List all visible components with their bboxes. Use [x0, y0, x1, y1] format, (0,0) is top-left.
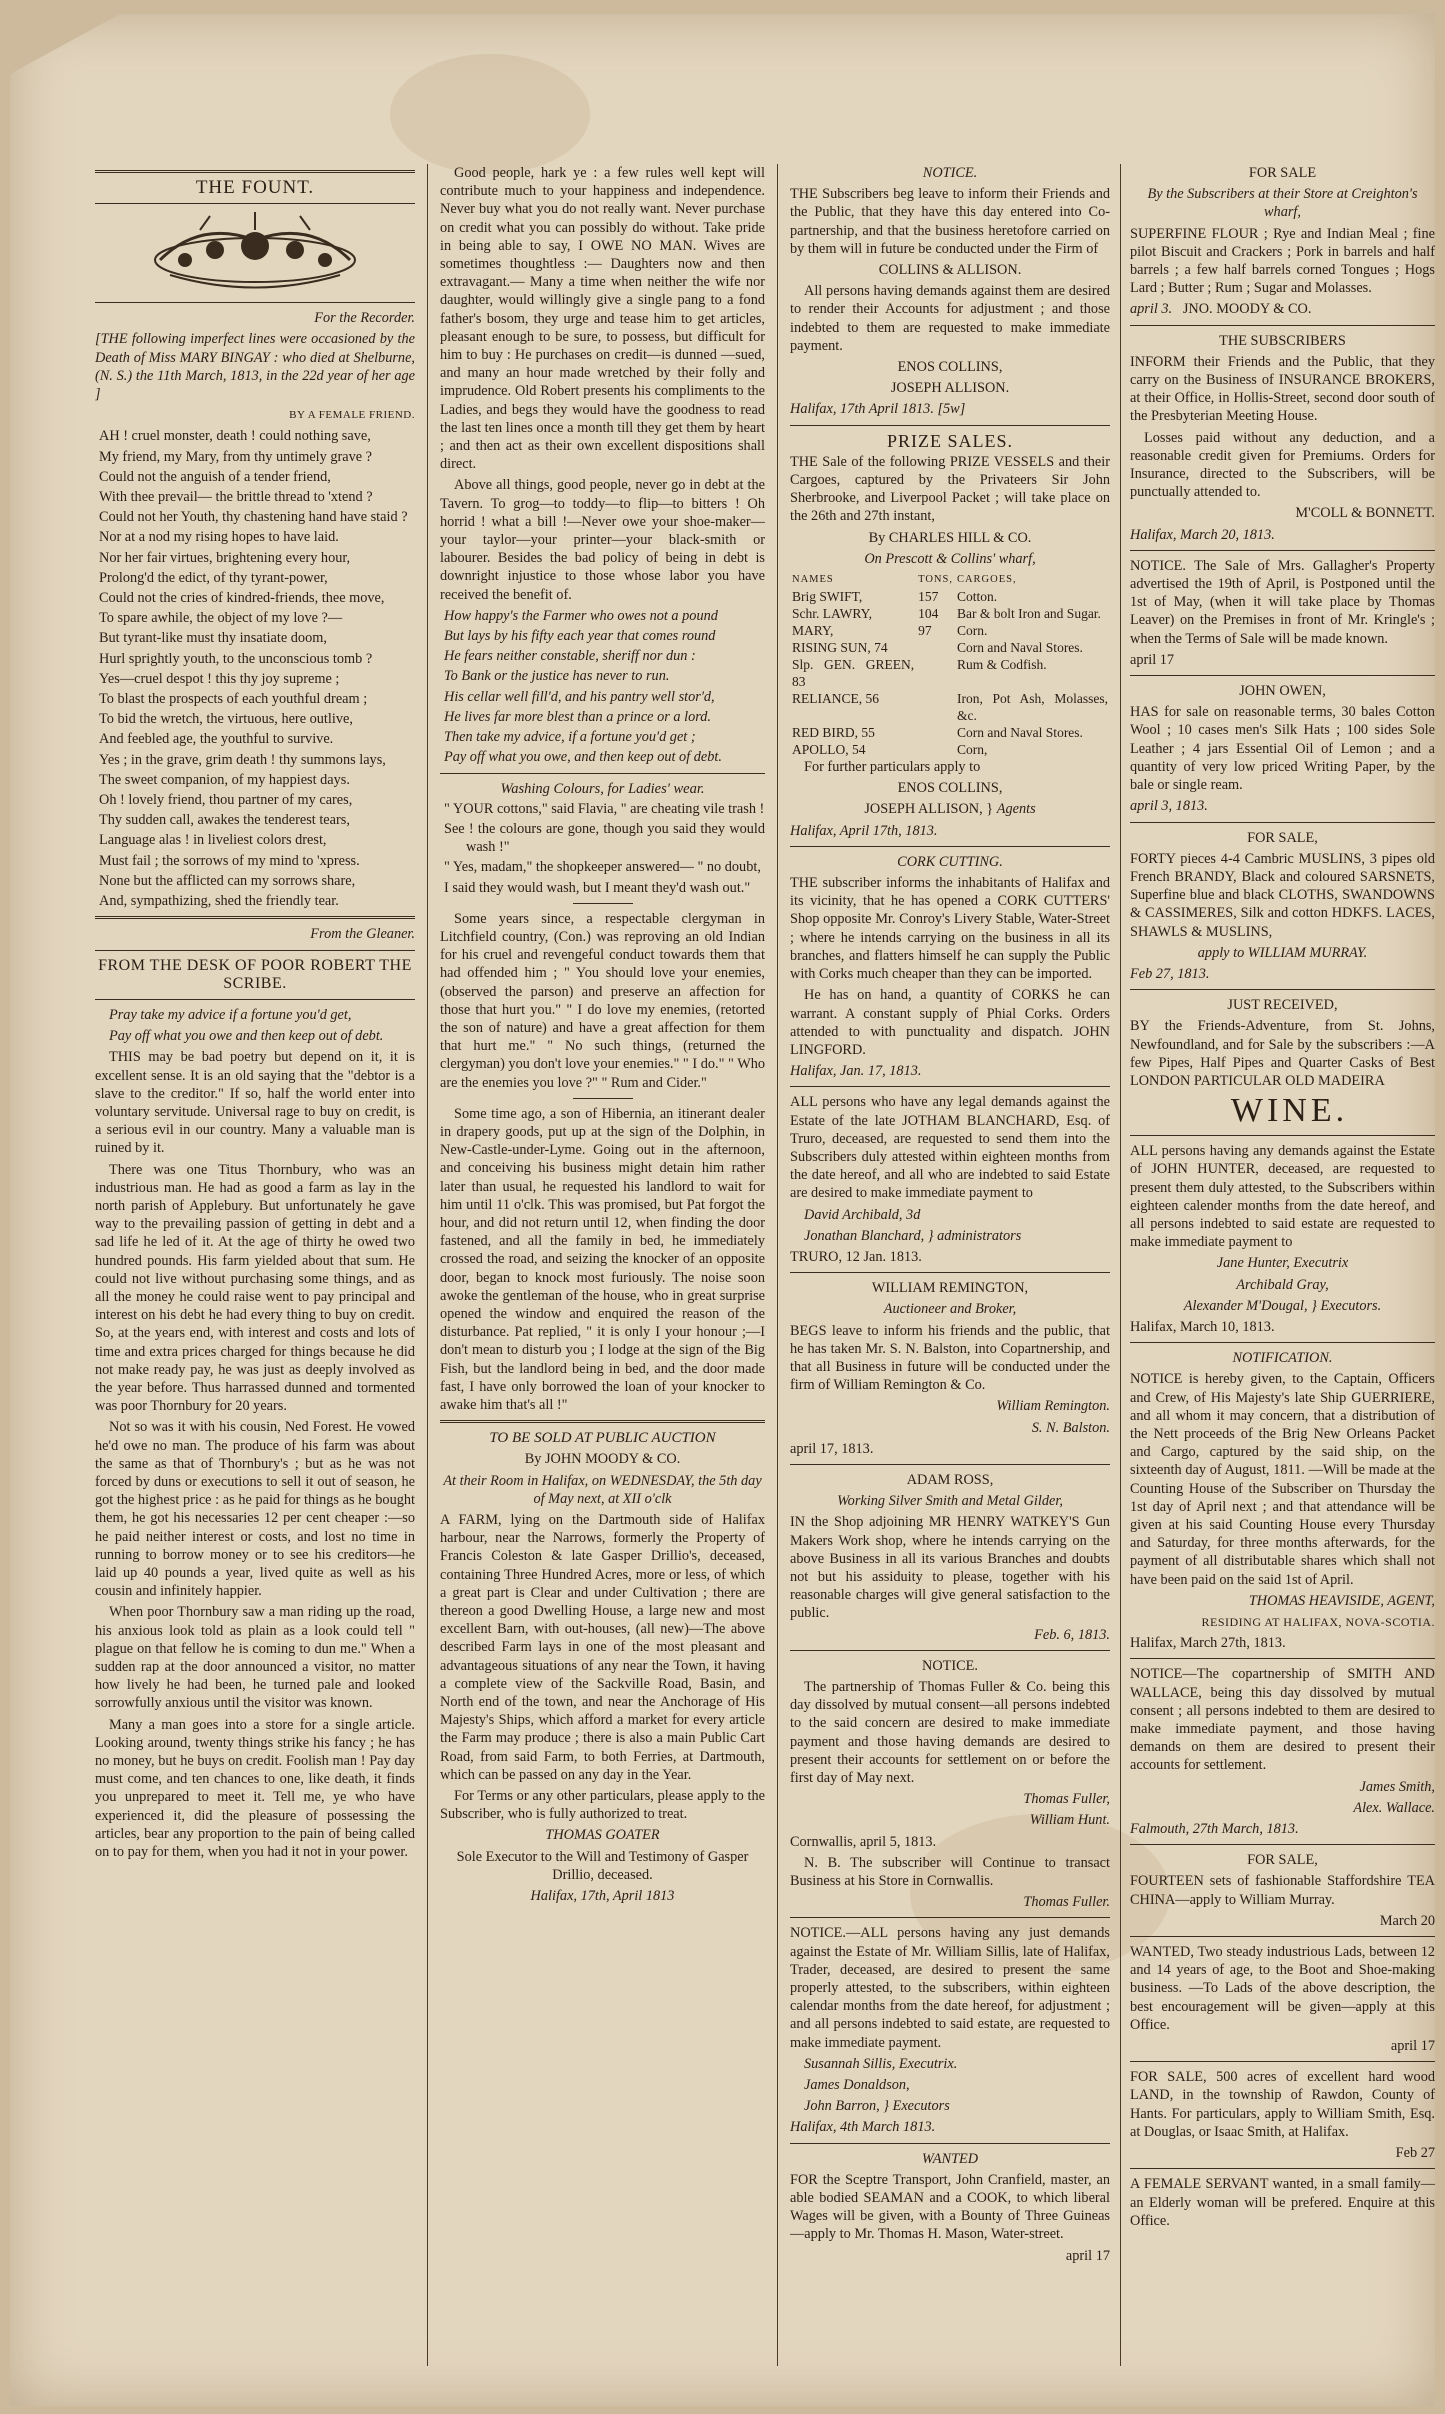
rule	[1130, 822, 1435, 823]
murray-body: FORTY pieces 4-4 Cambric MUSLINS, 3 pipes old French BRANDY, Black and coloured SARSNETS, Superfine blue and black CLOTHS, SWANDOWNS & CASSIMERES, Silk and cotton HDKFS. LACES, SHAWLS & MUSLINS,	[1130, 850, 1435, 940]
auction-when: At their Room in Halifax, on WEDNESDAY, the 5th day of May next, at XII o'clk	[443, 1472, 762, 1507]
rule	[790, 2143, 1110, 2144]
torn-corner	[10, 14, 120, 74]
notice-firm: COLLINS & ALLISON.	[878, 262, 1022, 279]
ross-subtitle: Working Silver Smith and Metal Gilder,	[837, 1493, 1063, 1510]
ross-title: ADAM ROSS,	[906, 1471, 994, 1488]
poem-line: Could not the anguish of a tender friend,	[99, 468, 331, 485]
blanchard-body: ALL persons who have any legal demands against the Estate of the late JOTHAM BLANCHARD, Esq. of Truro, deceased, are requested to send them into the Subscribers duly attested within eighteen months from the date hereof, and all who are indebted to said Estate are desired to make immediate payment to	[790, 1094, 1110, 1202]
auction-sign: THOMAS GOATER	[545, 1827, 660, 1844]
poem-line: But tyrant-like must thy insatiate doom,	[99, 630, 327, 647]
signature: RESIDING AT HALIFAX, NOVA-SCOTIA.	[1201, 1615, 1435, 1630]
signature: Thomas Fuller.	[1023, 1894, 1110, 1911]
vessel-name: MARY,	[792, 623, 834, 639]
table-row	[790, 639, 1110, 656]
owen-date: april 3, 1813.	[1130, 798, 1208, 815]
auction-title: TO BE SOLD AT PUBLIC AUCTION	[489, 1430, 716, 1447]
murray-apply: apply to WILLIAM MURRAY.	[1197, 944, 1368, 961]
poem-line: The sweet companion, of my happiest days.	[99, 771, 350, 788]
blanchard-date: TRURO, 12 Jan. 1813.	[790, 1248, 922, 1265]
article-paragraph: There was one Titus Thornbury, who was an industrious man. He had as good a farm as lay in the north parish of Applebury. But unfortunately he gave way to the prevailing passion of getting in debt and a sad life he led of it. At the age of thirty he owed two hundred pounds. His farm yielded about that sum. He could not live without purchasing some things, and as all the money he could raise went to pay principal and interest on his debt he had every thing to buy on credit. So, at the years end, with interest and costs and lots of time and extra prices charged for things because he did not make ready pay, he was just as deeply involved as the year before. Thus harrassed dunned and tormented was poor Thornbury for 20 years.	[95, 1161, 415, 1415]
short-rule	[573, 903, 633, 904]
rule	[790, 1650, 1110, 1651]
poem-line: AH ! cruel monster, death ! could nothing save,	[99, 428, 371, 445]
vessel-cargo: Rum & Codfish.	[956, 657, 1047, 673]
rule	[1130, 675, 1435, 676]
rule	[790, 846, 1110, 847]
insurance-date: Halifax, March 20, 1813.	[1130, 526, 1275, 543]
rule	[790, 1086, 1110, 1087]
signature-name: JOSEPH ALLISON,	[864, 801, 983, 818]
desk-title: FROM THE DESK OF POOR ROBERT THE SCRIBE.	[98, 956, 412, 992]
cork-body: He has on hand, a quantity of CORKS he can warrant. A constant supply of Phial Corks. Orders attended to with punctuality and dispatch. JOHN LINGFORD.	[790, 987, 1110, 1058]
notice-date: Halifax, 17th April 1813. [5w]	[790, 401, 966, 418]
signature: S. N. Balston.	[1031, 1419, 1110, 1436]
wanted-date: april 17	[1065, 2247, 1110, 2264]
rule	[95, 302, 415, 303]
auction-body: A FARM, lying on the Dartmouth side of Halifax harbour, near the Narrows, formerly the Property of Francis Coleston & late Gasper Drillio's, deceased, containing Three Hundred Acres, more or less, of which a great part is Clear and under Cultivation ; there are thereon a good Dwelling House, a large new and most excellent Barn, with out-houses, (all new)—The above described Farm lays in one of the most pleasant and advantageous situations of any near the Town, it having a complete view of the Sackville Road, Basin, and North end of the town, and near the Anchorage of His Majesty's Ships, which afford a market for every article the Farm may produce ; there is also a main Public Cart Road, from said Farm, to both Ferries, at Dartmouth, which can be passed on any day in the Year.	[440, 1512, 765, 1783]
rule	[1130, 2061, 1435, 2062]
signature-name: John Barron,	[804, 2098, 880, 2115]
remington-body: BEGS leave to inform his friends and the public, that he has taken Mr. S. N. Balston, into Copartnership, and that all Business in future will be conducted under the firm of William Remington & Co.	[790, 1322, 1110, 1394]
fuller-body: The partnership of Thomas Fuller & Co. being this day dissolved by mutual consent—all persons indebted to the said concern are desired to make immediate payment and those having demands are desired to present their accounts for settlement on or before the first day of May next.	[790, 1679, 1110, 1787]
forsale-body: SUPERFINE FLOUR ; Rye and Indian Meal ; fine pilot Biscuit and Crackers ; Pork in barrels and half barrels ; a few half barrels corned Tongues ; Hogs Lard ; Butter ; Rum ; Sugar and Molasses.	[1130, 225, 1435, 297]
motto-line: Pray take my advice if a fortune you'd get,	[109, 1006, 352, 1023]
prize-date: Halifax, April 17th, 1813.	[790, 822, 938, 839]
double-rule	[440, 1420, 765, 1423]
signature-role: Executors	[892, 2098, 950, 2115]
rule	[790, 425, 1110, 426]
auction-date: Halifax, 17th, April 1813	[530, 1888, 675, 1905]
table-row	[790, 724, 1110, 741]
article-paragraph: THIS may be bad poetry but depend on it, it is excellent sense. It is an old saying that the "debtor is a slave to the creditor." If so, half the world enter into voluntary servitude. Universal rage to buy on credit, is a serious evil in our country. Many a valuable man is ruined by it.	[95, 1049, 415, 1157]
guerriere-date: Halifax, March 27th, 1813.	[1130, 1635, 1286, 1652]
signature: JOSEPH ALLISON.	[890, 380, 1010, 397]
signature: Jonathan Blanchard, } administrators	[804, 1227, 1022, 1244]
paper-stain	[390, 54, 590, 174]
poem-line: Must fail ; the sorrows of my mind to 'xpress.	[99, 852, 360, 869]
signature: JNO. MOODY & CO.	[1182, 301, 1312, 318]
motto-line: Pay off what you owe and then keep out of debt.	[109, 1028, 384, 1045]
article-paragraph: Not so was it with his cousin, Ned Forest. He vowed he'd owe no man. The produce of his farm was about the same as that of Thornbury's ; but as he was not forced by duns or executions to sell it out of season, he got the highest price : as he paid for things as he bought them, he got his necessaries 12 per cent cheaper :—so he paid neither interest or costs, and lost no time in running to borrow money or to see his creditors—he laid up 40 pounds a year, lived quite as well as his cousin and infinitely happier.	[95, 1419, 415, 1600]
signature: M'COLL & BONNETT.	[1295, 505, 1435, 522]
column-rule	[1120, 164, 1121, 2366]
rule	[440, 773, 765, 774]
vessel-name: RISING SUN, 74	[792, 640, 888, 656]
forsale-date: april 3.	[1130, 301, 1173, 318]
signature: Alex. Wallace.	[1353, 1799, 1435, 1816]
smith-body: NOTICE—The copartnership of SMITH AND WALLACE, being this day dissolved by mutual consent ; all persons indebted to them are desired to make immediate payment, and those having demands on them are desired to present their accounts for settlement.	[1130, 1666, 1435, 1774]
table-header: CARGOES,	[956, 574, 1017, 586]
verse-line: See ! the colours are gone, though you said they would wash !"	[444, 820, 765, 856]
prize-sales-title: PRIZE SALES.	[886, 430, 1013, 451]
vessel-tons: 97	[918, 623, 932, 639]
signature: William Hunt.	[1029, 1812, 1110, 1829]
table-header: TONS,	[918, 574, 953, 586]
china-date: March 20	[1379, 1912, 1435, 1929]
farmer-verse	[440, 607, 765, 767]
rule	[1130, 1658, 1435, 1659]
rule	[1130, 1342, 1435, 1343]
guerriere-body: NOTICE is hereby given, to the Captain, Officers and Crew, of His Majesty's late Ship GUERRIERE, and all whom it may concern, that a distribution of the Nett proceeds of the Brig New Orleans Packet and Cargo, captured by the said ship, on the sixteenth day of August, 1811. —Will be made at the Counting House of the Subscriber on Thursday the 1st day of April next ; and that attendance will be given at his said Counting House every Thursday and Saturday, for three months afterwards, for the payment of all distributable shares which shall not have been paid on the said 1st of April.	[1130, 1371, 1435, 1588]
poem-line: My friend, my Mary, from thy untimely grave ?	[99, 448, 373, 465]
poem-intro-sign: BY A FEMALE FRIEND.	[289, 409, 415, 422]
smith-date: Falmouth, 27th March, 1813.	[1130, 1821, 1299, 1838]
sillis-body: NOTICE.—ALL persons having any just demands against the Estate of Mr. William Sillis, late of Halifax, Trader, deceased, are desired to present the same properly attested, to the subscribers, within eighteen calendar months from the date hereof, for adjustment ; and all persons indebted to said estate, are requested to make immediate payment.	[790, 1925, 1110, 2051]
newspaper-page	[10, 14, 1435, 2406]
poem-line: None but the afflicted can my sorrows share,	[99, 872, 356, 889]
cork-body: THE subscriber informs the inhabitants of Halifax and its vicinity, that he has opened a CORK CUTTERS' Shop opposite Mr. Conroy's Livery Stable, Water-Street ; where he intends carrying on the business in all its branches, and flatters himself he can supply the Public with Corks much cheaper than they can be imported.	[790, 875, 1110, 983]
land-date: Feb 27	[1395, 2145, 1435, 2162]
column-rule	[777, 164, 778, 2366]
rule	[1130, 1844, 1435, 1845]
china-body: FOURTEEN sets of fashionable Staffordshire TEA CHINA—apply to William Murray.	[1130, 1873, 1435, 1908]
signature: THOMAS HEAVISIDE, AGENT,	[1248, 1592, 1435, 1609]
byline: For the Recorder.	[314, 310, 415, 327]
rule	[790, 1464, 1110, 1465]
notice-body: THE Subscribers beg leave to inform their Friends and the Public, that they have this day entered into Co-partnership, and that the business heretofore carried on by them will in future be conducted under the Firm of	[790, 186, 1110, 257]
double-rule	[95, 170, 415, 173]
signature-role: Executors.	[1320, 1297, 1382, 1314]
vessel-tons	[916, 656, 955, 690]
verse-line: His cellar well fill'd, and his pantry well stor'd,	[444, 688, 715, 705]
vessel-table	[790, 571, 1110, 758]
notice-body: All persons having demands against them are desired to render their Accounts for adjustment ; and those indebted to them are requested to make immediate payment.	[790, 283, 1110, 354]
servant-body: A FEMALE SERVANT wanted, in a small family—an Elderly woman will be prefered. Enquire at this Office.	[1130, 2176, 1435, 2229]
rule	[1130, 325, 1435, 326]
vessel-name: Schr. LAWRY,	[792, 606, 873, 622]
vessel-cargo: Cotton.	[956, 589, 998, 605]
cork-date: Halifax, Jan. 17, 1813.	[790, 1063, 922, 1080]
vessel-tons	[916, 639, 955, 656]
vessel-tons	[916, 724, 955, 741]
murray-date: Feb 27, 1813.	[1130, 965, 1210, 982]
insurance-body: INFORM their Friends and the Public, that they carry on the Business of INSURANCE BROKERS, at their Office, in Hollis-Street, second door south of the Presbyterian Meeting House.	[1130, 353, 1435, 425]
verse-line: I said they would wash, but I meant they'd wash out."	[444, 879, 751, 896]
rule	[95, 203, 415, 204]
rule	[1130, 550, 1435, 551]
auction-by: By JOHN MOODY & CO.	[524, 1451, 681, 1468]
wanted-body: FOR the Sceptre Transport, John Cranfield, master, an able bodied SEAMAN and a COOK, to which liberal Wages will be given, with a Bounty of Three Guineas—apply to Mr. Thomas H. Mason, Water-street.	[790, 2171, 1110, 2243]
forsale-footer	[1130, 300, 1435, 318]
poem-line: Nor her fair virtues, brightening every hour,	[99, 549, 351, 566]
poem-line: Yes ; in the grave, grim death ! thy summons lays,	[99, 751, 386, 768]
wine-title: JUST RECEIVED,	[1227, 997, 1338, 1014]
article-paragraph: Above all things, good people, never go in debt at the Tavern. To grog—to toddy—to flip—to bitters ! Oh horrid ! what a bill !—Never owe your shoe-maker—your taylor—your printer—your black-smith or labourer. Besides the bad policy of being in debt is downright injustice to those whose labor you have received the benefit of.	[440, 477, 765, 603]
signature: James Donaldson,	[804, 2077, 910, 2094]
signature: Thomas Fuller,	[1023, 1791, 1110, 1808]
vessel-tons	[916, 690, 955, 724]
fuller-title: NOTICE.	[922, 1657, 978, 1674]
hunter-body: ALL persons having any demands against the Estate of JOHN HUNTER, deceased, are requested to present them duly attested, to the Subscribers within eighteen calender months from the date hereof, and all persons indebted to said estate are requested to make immediate payment to	[1130, 1143, 1435, 1251]
signature: JOSEPH ALLISON, } Agents	[864, 801, 1036, 818]
poem-line: Hurl sprightly youth, to the unconscious tomb ?	[99, 650, 373, 667]
auction-terms: For Terms or any other particulars, please apply to the Subscriber, who is fully authorized to treat.	[440, 1788, 765, 1823]
poem	[95, 427, 415, 910]
rule	[1130, 2168, 1435, 2169]
verse-line: " Yes, madam," the shopkeeper answered— " no doubt,	[444, 859, 761, 876]
signature: Jane Hunter, Executrix	[1216, 1255, 1349, 1272]
cork-title: CORK CUTTING.	[897, 853, 1003, 870]
prize-sales-by: By CHARLES HILL & CO.	[868, 529, 1032, 546]
remington-date: april 17, 1813.	[790, 1440, 874, 1457]
poem-line: Oh ! lovely friend, thou partner of my cares,	[99, 792, 353, 809]
table-row	[790, 622, 1110, 639]
gallagher-body: NOTICE. The Sale of Mrs. Gallagher's Property advertised the 19th of April, is Postponed until the 1st of May, (when it will take place by Thomas Leaver) on the Premises in front of Mr. Kringle's ; when the Terms of Sale will be made known.	[1130, 557, 1435, 647]
vessel-cargo: Corn and Naval Stores.	[956, 725, 1083, 741]
rule	[1130, 1135, 1435, 1136]
prize-sales-body: THE Sale of the following PRIZE VESSELS and their Cargoes, captured by the Privateers Sir John Sherbrooke, and Liverpool Packet ; will take place on the 26th and 27th instant,	[790, 453, 1110, 525]
ross-body: IN the Shop adjoining MR HENRY WATKEY'S Gun Makers Work shop, where he intends carrying on the above Business in all its various Branches and doubts not but his assiduity to please, together with his reasonable charges will give general satisfaction to the public.	[790, 1514, 1110, 1622]
fuller-date: Cornwallis, april 5, 1813.	[790, 1833, 937, 1850]
poem-line: To blast the prospects of each youthful dream ;	[99, 691, 368, 708]
table-row	[790, 690, 1110, 724]
short-rule	[573, 1098, 633, 1099]
vessel-tons: 157	[918, 589, 939, 605]
insurance-body: Losses paid without any deduction, and a reasonable credit given for Premiums. Orders for Insurance, directed to the Subscribers, will be punctually attended to.	[1130, 429, 1435, 501]
signature: Susannah Sillis, Executrix.	[804, 2055, 958, 2072]
washing-verse	[440, 800, 765, 897]
poem-intro: [THE following imperfect lines were occasioned by the Death of Miss MARY BINGAY : who died at Shelburne, (N. S.) the 11th March, 1813, in the 22d year of her age ]	[95, 331, 415, 403]
ross-date: Feb. 6, 1813.	[1034, 1626, 1110, 1643]
rule	[790, 1272, 1110, 1273]
poem-line: Could not the cries of kindred-friends, thee move,	[99, 590, 385, 607]
column-4	[1130, 164, 1435, 2376]
vessel-tons: 104	[918, 606, 939, 622]
article-paragraph: Good people, hark ye : a few rules well kept will contribute much to your happiness and independence. Never buy what you do not really want. Never purchase on credit what you can possibly do without. Take pride in being able to say, I OWE NO MAN. Wives are sometimes thoughtless :— Daughters now and then extravagant.— Many a time when neither the wife nor daughter, would willingly give a single pang to a fond father's bosom, they urge and tease him to get articles, pleasant enough to be sure, to possess, but difficult for him to buy : He purchases on credit—is dunned —sued, and many an hour made wretched by their folly and imprudence. Old Robert presents his compliments to the Ladies, and begs they would have the goodness to read the last ten lines once a month till they get them by heart ; and then act as their own excellent dispositions shall direct.	[440, 165, 765, 473]
poem-line: And, sympathizing, shed the friendly tear.	[99, 893, 339, 910]
article-paragraph: Many a man goes into a store for a single article. Looking around, twenty things strike his fancy ; he has no money, but he buys on credit. Foolish man ! Pay day must come, and ten chances to one, like death, it finds you unprepared to meet it. Tell me, ye who have experienced it, did the pleasure of possessing the articles, bear any proportion to the pain of being called on to pay for them, when you had it not in your power.	[95, 1716, 415, 1861]
vessel-name: RELIANCE, 56	[792, 691, 879, 707]
sillis-date: Halifax, 4th March 1813.	[790, 2119, 936, 2136]
wine-body: BY the Friends-Adventure, from St. Johns, Newfoundland, and for Sale by the subscribers :—A few Pipes, Half Pipes and Quarter Casks of Best LONDON PARTICULAR OLD MADEIRA	[1130, 1018, 1435, 1089]
wine-word: WINE.	[1230, 1092, 1349, 1130]
gallagher-date: april 17	[1130, 651, 1175, 668]
forsale-subtitle: By the Subscribers at their Store at Creighton's wharf,	[1147, 186, 1418, 221]
prize-sales-where: On Prescott & Collins' wharf,	[864, 550, 1036, 567]
rule	[95, 999, 415, 1000]
poem-line: Yes—cruel despot ! this thy joy supreme ;	[99, 670, 340, 687]
signature: ENOS COLLINS,	[897, 359, 1003, 376]
vessel-name: APOLLO, 54	[792, 742, 866, 758]
table-row	[790, 588, 1110, 605]
remington-subtitle: Auctioneer and Broker,	[883, 1301, 1017, 1318]
signature: Alexander M'Dougal, } Executors.	[1183, 1297, 1382, 1314]
shoe-wanted-body: WANTED, Two steady industrious Lads, between 12 and 14 years of age, to the Boot and Shoe-making business. —To Lads of the above description, the best encouragement will be given—apply at this Office.	[1130, 1944, 1435, 2033]
signature-name: Alexander M'Dougal,	[1183, 1297, 1308, 1314]
table-row	[790, 656, 1110, 690]
insurance-title: THE SUBSCRIBERS	[1219, 332, 1346, 349]
murray-title: FOR SALE,	[1247, 829, 1318, 846]
guerriere-title: NOTIFICATION.	[1232, 1350, 1333, 1367]
poem-line: Language alas ! in liveliest colors drest,	[99, 832, 327, 849]
rule	[790, 1917, 1110, 1918]
column-rule	[427, 164, 428, 2366]
washing-colours-title: Washing Colours, for Ladies' wear.	[500, 780, 705, 797]
flower-ornament-icon	[140, 210, 370, 296]
rule	[1130, 1936, 1435, 1937]
verse-line: How happy's the Farmer who owes not a pound	[444, 607, 718, 624]
column-1	[95, 164, 415, 2376]
poem-line: With thee prevail— the brittle thread to 'xtend ?	[99, 489, 373, 506]
signature: David Archibald, 3d	[804, 1206, 921, 1223]
land-body: FOR SALE, 500 acres of excellent hard wood LAND, in the township of Rawdon, County of Hants. For particulars, apply to William Smith, Esq. at Douglas, or Isaac Smith, at Halifax.	[1130, 2069, 1435, 2140]
verse-line: To Bank or the justice has never to run.	[444, 668, 670, 685]
vessel-cargo: Corn and Naval Stores.	[956, 640, 1083, 656]
signature: John Barron, } Executors	[804, 2098, 950, 2115]
vessel-cargo: Corn,	[956, 742, 988, 758]
owen-title: JOHN OWEN,	[1239, 683, 1326, 700]
vessel-tons	[916, 741, 955, 758]
column-3	[790, 164, 1110, 2376]
hunter-date: Halifax, March 10, 1813.	[1130, 1318, 1275, 1335]
vessel-cargo: Corn.	[956, 623, 988, 639]
wanted-title: WANTED	[921, 2150, 979, 2167]
verse-line: He fears neither constable, sheriff nor dun :	[444, 648, 696, 665]
notice-title: NOTICE.	[922, 165, 978, 181]
rule	[1130, 989, 1435, 990]
table-header: NAMES	[792, 574, 834, 586]
auction-sign-role: Sole Executor to the Will and Testimony of Gasper Drillio, deceased.	[456, 1848, 749, 1883]
signature: Archibald Gray,	[1236, 1276, 1329, 1293]
verse-line: Pay off what you owe, and then keep out of debt.	[444, 749, 722, 766]
forsale-title: FOR SALE	[1248, 165, 1317, 181]
signature: William Remington.	[996, 1398, 1110, 1415]
table-row	[790, 741, 1110, 758]
china-title: FOR SALE,	[1247, 1852, 1318, 1869]
column-2	[440, 164, 765, 2376]
poem-line: To bid the wretch, the virtuous, here outlive,	[99, 711, 353, 728]
owen-body: HAS for sale on reasonable terms, 30 bales Cotton Wool ; 10 cases men's Silk Hats ; 100 sides Sole Leather ; 4 jars Essential Oil of Lemon ; and a quantity of very low priced Writing Paper, by the bale or single ream.	[1130, 704, 1435, 794]
vessel-cargo: Iron, Pot Ash, Molasses, &c.	[956, 691, 1108, 724]
verse-line: " YOUR cottons," said Flavia, " are cheating vile trash !	[444, 800, 765, 817]
signature-role: administrators	[937, 1227, 1022, 1244]
vessel-name: Slp. GEN. GREEN, 83	[792, 657, 915, 690]
signature-name: Jonathan Blanchard,	[804, 1227, 925, 1244]
article-paragraph: When poor Thornbury saw a man riding up the road, his anxious look told as plain as a look could tell " plague on that fellow he is coming to dun me." When a sudden rap at the door announced a visitor, no matter how lively he had been, he turned pale and looked sorrowfully anxious until the visitor was known.	[95, 1604, 415, 1712]
poem-line: Thy sudden call, awakes the tenderest tears,	[99, 812, 350, 829]
vessel-cargo: Bar & bolt Iron and Sugar.	[956, 606, 1101, 622]
vessel-name: Brig SWIFT,	[792, 589, 863, 605]
remington-title: WILLIAM REMINGTON,	[871, 1280, 1029, 1297]
anecdote-hibernia: Some time ago, a son of Hibernia, an itinerant dealer in drapery goods, put up at the sign of the Dolphin, in New-Castle-under-Lyme. Going out in the afternoon, and conceiving his business might detain him rather later than usual, he requested his landlord to wait for him until 11 o'clk. This was promised, but Pat forgot the hour, and did not return until 12, when finding the door fastened, and all the family in bed, he immediately crossed the road, and seizing the knocker of an opposite door, began to knock most furiously. The noise soon awoke the gentleman of the house, who in great surprise opened the window and enquired the reason of the disturbance. Pat replied, " it is only I your honour ;—I don't mean to disturb you ; I lodge at the sign of the Big Fish, but the landlord being in bed, and the door made fast, I have only borrowed the loan of your knocker to awake him that's all !"	[440, 1105, 765, 1413]
masthead-fount: THE FOUNT.	[195, 177, 315, 198]
anecdote-clergyman: Some years since, a respectable clergyman in Litchfield country, (Con.) was reproving an old Indian for his cruel and revengeful conduct towards them that had offended him ; " You should love your enemies, (observed the parson) and preserve an affection for those that hurt you." " I do love my enemies, (retorted the son of nature) and have a great affection for them that hurt me." " No such things, (returned the clergyman) you don't love your enemies." " I do." " Who are the enemies you love ?" " Rum and Cider."	[440, 910, 765, 1091]
poem-line: Nor at a nod my rising hopes to have laid.	[99, 529, 339, 546]
verse-line: He lives far more blest than a prince or a lord.	[444, 708, 711, 725]
rule	[95, 950, 415, 951]
shoe-wanted-date: april 17	[1390, 2038, 1435, 2055]
prize-apply: For further particulars apply to	[804, 759, 981, 776]
poem-line: Prolong'd the edict, of thy tyrant-power,	[99, 569, 328, 586]
poem-line: Could not her Youth, thy chastening hand have staid ?	[99, 509, 408, 526]
verse-line: Then take my advice, if a fortune you'd get ;	[444, 729, 696, 746]
poem-line: And feebled age, the youthful to survive.	[99, 731, 334, 748]
gleaner-credit: From the Gleaner.	[310, 926, 415, 943]
signature: ENOS COLLINS,	[897, 780, 1003, 797]
double-rule	[95, 916, 415, 919]
poem-line: To spare awhile, the object of my love ?—	[99, 610, 343, 627]
signature-role: Agents	[996, 801, 1036, 818]
table-row	[790, 605, 1110, 622]
verse-line: But lays by his fifty each year that comes round	[444, 628, 716, 645]
signature: James Smith,	[1359, 1778, 1435, 1795]
fuller-nb: N. B. The subscriber will Continue to transact Business at his Store in Cornwallis.	[790, 1854, 1110, 1890]
vessel-name: RED BIRD, 55	[792, 725, 875, 741]
